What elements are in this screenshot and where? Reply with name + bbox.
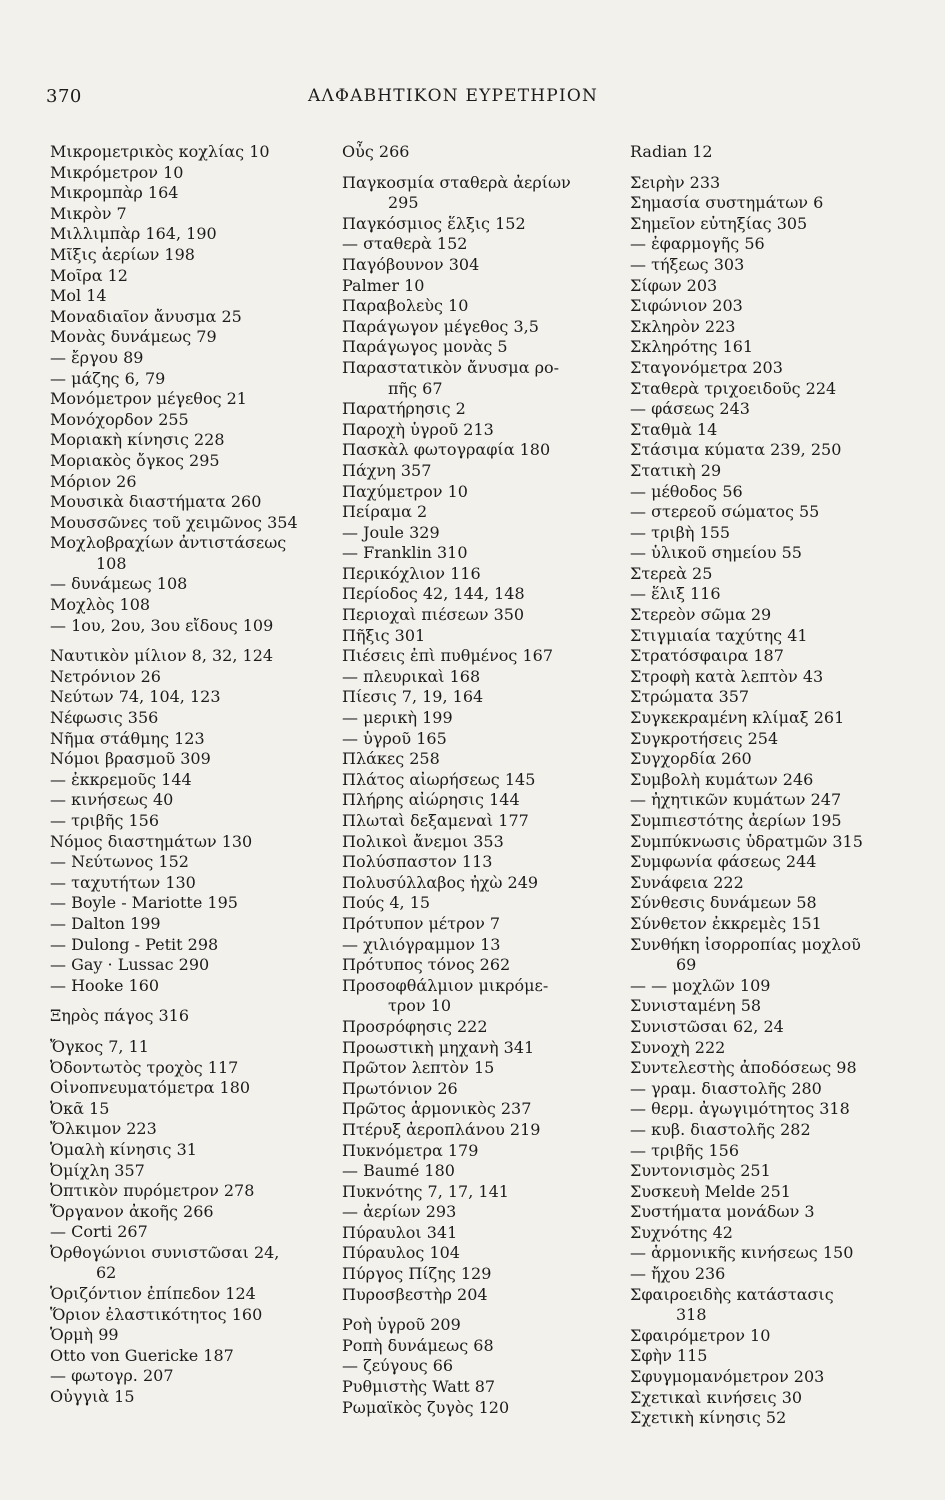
index-entry: Στατικὴ 29 <box>630 460 722 480</box>
index-entry: Πίεσις 7, 19, 164 <box>342 687 484 707</box>
index-entry: Μοριακὸς ὄγκος 295 <box>50 450 220 470</box>
index-entry: — Gay · Lussac 290 <box>50 955 210 975</box>
index-entry: Συγχορδία 260 <box>630 749 752 769</box>
index-entry: Μοναδιαῖον ἄνυσμα 25 <box>50 306 242 326</box>
index-entry: Μοῖρα 12 <box>50 265 128 285</box>
index-entry: Μιλλιμπὰρ 164, 190 <box>50 224 217 244</box>
index-entry: Σφὴν 115 <box>630 1346 708 1366</box>
index-entry: — Baumé 180 <box>342 1161 455 1181</box>
index-entry: — 1ου, 2ου, 3ου εἴδους 109 <box>50 615 274 635</box>
index-entry: Νετρόνιον 26 <box>50 666 161 686</box>
index-entry: Παγόβουνον 304 <box>342 254 480 274</box>
page-header <box>46 86 626 116</box>
index-entry: Ὀμίχλη 357 <box>50 1160 145 1180</box>
index-entry: Προσρόφησις 222 <box>342 1016 488 1036</box>
index-entry: Πῆξις 301 <box>342 625 426 645</box>
index-entry: Σχετικὴ κίνησις 52 <box>630 1408 787 1428</box>
index-entry: Μικρὸν 7 <box>50 203 127 223</box>
index-entry: Πτέρυξ ἀεροπλάνου 219 <box>342 1119 541 1139</box>
index-entry: — τριβὴ 155 <box>630 522 731 542</box>
index-entry: Οὖς 266 <box>342 142 410 161</box>
index-entry: Μικρομπὰρ 164 <box>50 183 179 203</box>
index-entry: Νεύτων 74, 104, 123 <box>50 687 221 707</box>
index-entry: Νῆμα στάθμης 123 <box>50 728 205 748</box>
index-entry: Μονόχορδον 255 <box>50 409 189 429</box>
index-entry-continuation: 69 <box>676 955 697 975</box>
index-entry-continuation: 108 <box>96 553 127 573</box>
index-entry: — ἐκκρεμοῦς 144 <box>50 769 192 789</box>
index-entry: Νέφωσις 356 <box>50 708 159 728</box>
index-entry: Συνάφεια 222 <box>630 872 744 892</box>
index-entry: — σταθερὰ 152 <box>342 234 468 254</box>
index-entry: Παράγωγον μέγεθος 3,5 <box>342 316 539 336</box>
index-entry: — — μοχλῶν 109 <box>630 975 771 995</box>
index-entry: Σημεῖον εὐτηξίας 305 <box>630 213 808 233</box>
index-entry: Μῖξις ἀερίων 198 <box>50 244 195 264</box>
index-entry: Μικρόμετρον 10 <box>50 162 184 182</box>
index-entry: Σταγονόμετρα 203 <box>630 357 783 377</box>
index-entry: Σταθερὰ τριχοειδοῦς 224 <box>630 378 837 398</box>
index-entry: — χιλιόγραμμον 13 <box>342 934 501 954</box>
index-entry-continuation: 62 <box>96 1263 117 1283</box>
index-entry: Πρῶτος ἁρμονικὸς 237 <box>342 1099 532 1119</box>
index-entry: — Corti 267 <box>50 1222 148 1242</box>
index-entry: Σκληρὸν 223 <box>630 316 736 336</box>
index-column-2 <box>342 142 612 1418</box>
index-entry: Ροὴ ὑγροῦ 209 <box>342 1315 461 1335</box>
index-entry: Παραβολεὺς 10 <box>342 296 469 316</box>
index-entry: Περίοδος 42, 144, 148 <box>342 584 525 604</box>
index-entry: — Joule 329 <box>342 522 440 542</box>
index-entry: — μάζης 6, 79 <box>50 368 166 388</box>
index-entry: — γραμ. διαστολῆς 280 <box>630 1078 822 1098</box>
index-entry: Μόριον 26 <box>50 471 137 491</box>
index-entry: Παγκόσμιος ἕλξις 152 <box>342 213 526 233</box>
index-entry: Ρυθμιστὴς Watt 87 <box>342 1377 496 1397</box>
index-entry: Συστήματα μονάδων 3 <box>630 1202 815 1222</box>
index-entry: Ρωμαϊκὸς ζυγὸς 120 <box>342 1397 510 1417</box>
index-entry: Παχύμετρον 10 <box>342 481 468 501</box>
index-entry: Στερεὸν σῶμα 29 <box>630 605 772 625</box>
index-entry: — τριβῆς 156 <box>50 811 160 830</box>
index-column-1 <box>50 142 315 1408</box>
index-entry: Στροφὴ κατὰ λεπτὸν 43 <box>630 666 824 686</box>
index-entry: Συμπιεστότης ἀερίων 195 <box>630 811 842 830</box>
index-entry: — κυβ. διαστολῆς 282 <box>630 1119 811 1139</box>
index-entry: Πρότυπος τόνος 262 <box>342 955 511 975</box>
index-entry: Palmer 10 <box>342 275 425 295</box>
index-entry: Σίφων 203 <box>630 275 718 295</box>
index-entry: Πλωταὶ δεξαμεναὶ 177 <box>342 811 529 830</box>
index-entry: Νόμος διαστημάτων 130 <box>50 831 253 851</box>
index-entry: Ὅριον ἐλαστικότητος 160 <box>50 1304 263 1324</box>
index-entry: Προωστικὴ μηχανὴ 341 <box>342 1037 535 1057</box>
index-entry: — ἤχου 236 <box>630 1264 726 1284</box>
index-entry: Ὀρθογώνιοι συνιστῶσαι 24, <box>50 1242 280 1262</box>
index-entry: — κινήσεως 40 <box>50 790 174 810</box>
index-entry: Στερεὰ 25 <box>630 563 713 583</box>
index-entry: — Dalton 199 <box>50 913 161 933</box>
index-entry: Στάσιμα κύματα 239, 250 <box>630 440 842 460</box>
index-entry: — θερμ. ἀγωγιμότητος 318 <box>630 1099 850 1119</box>
index-entry: Νόμοι βρασμοῦ 309 <box>50 749 211 769</box>
index-entry: Στιγμιαία ταχύτης 41 <box>630 625 808 645</box>
index-entry-continuation: 295 <box>388 193 419 213</box>
index-entry: Συμβολὴ κυμάτων 246 <box>630 769 814 789</box>
page-number: 370 <box>46 86 82 107</box>
index-entry: — δυνάμεως 108 <box>50 574 188 594</box>
index-entry: Σφαιροειδὴς κατάστασις <box>630 1284 834 1304</box>
index-entry: Συνθήκη ἰσορροπίας μοχλοῦ <box>630 934 861 954</box>
index-entry: Μονόμετρον μέγεθος 21 <box>50 389 247 409</box>
index-entry-continuation: τρον 10 <box>388 996 452 1016</box>
index-entry: — στερεοῦ σώματος 55 <box>630 502 820 522</box>
index-entry: Πείραμα 2 <box>342 502 428 522</box>
index-entry: Προσοφθάλμιον μικρόμε- <box>342 975 549 995</box>
index-entry: Πλάκες 258 <box>342 749 440 769</box>
index-entry: Μοχλοβραχίων ἀντιστάσεως <box>50 533 287 553</box>
index-entry: Πολικοὶ ἄνεμοι 353 <box>342 831 504 851</box>
index-entry: Συντονισμὸς 251 <box>630 1161 771 1181</box>
index-entry: Πολύσπαστον 113 <box>342 852 493 872</box>
index-entry: Ὀπτικὸν πυρόμετρον 278 <box>50 1181 255 1201</box>
index-entry: — Νεύτωνος 152 <box>50 852 189 872</box>
index-entry: — ταχυτήτων 130 <box>50 872 196 892</box>
index-entry: Ξηρὸς πάγος 316 <box>50 1006 190 1026</box>
index-entry: Mol 14 <box>50 286 107 306</box>
index-entry: Συντελεστὴς ἀποδόσεως 98 <box>630 1058 857 1078</box>
index-entry: Πυροσβεστὴρ 204 <box>342 1284 488 1304</box>
index-entry: Σφυγμομανόμετρον 203 <box>630 1367 825 1387</box>
index-entry: Ὁμαλὴ κίνησις 31 <box>50 1139 197 1159</box>
index-entry: Σύνθετον ἐκκρεμὲς 151 <box>630 913 822 933</box>
index-entry: Παραστατικὸν ἄνυσμα ρο- <box>342 357 560 377</box>
index-entry: — ἐφαρμογῆς 56 <box>630 234 765 254</box>
index-entry: Στρώματα 357 <box>630 687 750 707</box>
index-entry: Σημασία συστημάτων 6 <box>630 193 824 213</box>
index-entry: Οὐγγιὰ 15 <box>50 1387 135 1407</box>
index-entry: Συσκευὴ Melde 251 <box>630 1181 791 1201</box>
index-entry: — Dulong - Petit 298 <box>50 934 219 954</box>
index-entry: Πρωτόνιον 26 <box>342 1078 458 1098</box>
index-entry: Συγκροτήσεις 254 <box>630 728 779 748</box>
index-entry-continuation: 318 <box>676 1305 707 1325</box>
index-entry: Παροχὴ ὑγροῦ 213 <box>342 419 494 439</box>
index-entry: Πλήρης αἰώρησις 144 <box>342 790 520 810</box>
index-entry: Στρατόσφαιρα 187 <box>630 646 784 666</box>
index-entry: Ναυτικὸν μίλιον 8, 32, 124 <box>50 646 274 666</box>
index-entry: — πλευρικαὶ 168 <box>342 666 481 686</box>
index-entry: Ὁριζόντιον ἐπίπεδον 124 <box>50 1284 256 1304</box>
index-entry: Μονὰς δυνάμεως 79 <box>50 327 217 347</box>
index-entry: Ὀκᾶ 15 <box>50 1098 110 1118</box>
index-entry: Πούς 4, 15 <box>342 893 431 913</box>
index-entry: Μουσικὰ διαστήματα 260 <box>50 492 262 512</box>
index-entry: Σειρὴν 233 <box>630 172 721 192</box>
index-entry: Πολυσύλλαβος ἠχὼ 249 <box>342 872 539 892</box>
index-entry: — μερικὴ 199 <box>342 708 453 728</box>
index-entry: — ἁρμονικῆς κινήσεως 150 <box>630 1243 854 1263</box>
index-entry: Παράγωγος μονὰς 5 <box>342 337 508 357</box>
index-entry: Πυκνόμετρα 179 <box>342 1140 479 1160</box>
index-entry: Σύνθεσις δυνάμεων 58 <box>630 893 817 913</box>
index-entry: — ἠχητικῶν κυμάτων 247 <box>630 790 842 810</box>
index-entry: Otto von Guericke 187 <box>50 1345 234 1365</box>
index-entry: Πρότυπον μέτρον 7 <box>342 913 501 933</box>
index-entry: Πρῶτον λεπτὸν 15 <box>342 1058 495 1078</box>
index-entry: — ὑλικοῦ σημείου 55 <box>630 543 802 563</box>
index-entry: Μοριακὴ κίνησις 228 <box>50 430 225 450</box>
index-entry: Σφαιρόμετρον 10 <box>630 1325 771 1345</box>
index-entry: Ὀδοντωτὸς τροχὸς 117 <box>50 1057 239 1077</box>
index-entry: Radian 12 <box>630 142 713 161</box>
index-entry: Σιφώνιον 203 <box>630 296 743 316</box>
index-entry: Μικρομετρικὸς κοχλίας 10 <box>50 142 270 161</box>
index-entry: Παρατήρησις 2 <box>342 399 466 419</box>
index-entry: Ὁρμὴ 99 <box>50 1325 119 1345</box>
index-entry: Πύργος Πίζης 129 <box>342 1264 492 1284</box>
index-entry: Πιέσεις ἐπὶ πυθμένος 167 <box>342 646 554 666</box>
index-column-3 <box>630 142 920 1429</box>
index-entry: — Boyle - Mariotte 195 <box>50 893 238 913</box>
index-entry: Πύραυλοι 341 <box>342 1222 458 1242</box>
index-entry: — ὑγροῦ 165 <box>342 728 447 748</box>
index-entry: Πύραυλος 104 <box>342 1243 460 1263</box>
running-title: ΑΛΦΑΒΗΤΙΚΟΝ ΕΥΡΕΤΗΡΙΟΝ <box>308 86 599 106</box>
index-entry: Συχνότης 42 <box>630 1222 733 1242</box>
index-entry: Πυκνότης 7, 17, 141 <box>342 1181 509 1201</box>
index-entry: Οἰνοπνευματόμετρα 180 <box>50 1078 251 1098</box>
index-entry: Ὄγκος 7, 11 <box>50 1036 149 1056</box>
index-entry: — ζεύγους 66 <box>342 1356 454 1376</box>
index-entry: Συμπύκνωσις ὑδρατμῶν 315 <box>630 831 863 851</box>
index-entry: Ὄλκιμον 223 <box>50 1119 157 1139</box>
index-entry: — τήξεως 303 <box>630 254 745 274</box>
index-entry: Σκληρότης 161 <box>630 337 754 357</box>
index-entry: Σταθμὰ 14 <box>630 419 718 439</box>
index-entry: Σχετικαὶ κινήσεις 30 <box>630 1387 803 1407</box>
index-entry: Συγκεκραμένη κλίμαξ 261 <box>630 708 845 728</box>
index-entry: Περικόχλιον 116 <box>342 563 481 583</box>
index-entry: Συνισταμένη 58 <box>630 996 762 1016</box>
index-entry: — Franklin 310 <box>342 543 468 563</box>
index-entry: Μουσσῶνες τοῦ χειμῶνος 354 <box>50 512 298 532</box>
index-entry: Συνοχὴ 222 <box>630 1037 726 1057</box>
index-entry: Πάχνη 357 <box>342 460 432 480</box>
index-entry: — φάσεως 243 <box>630 399 750 419</box>
index-entry: Ὄργανον ἀκοῆς 266 <box>50 1201 214 1221</box>
index-entry: — ἔργου 89 <box>50 347 144 367</box>
index-entry: Ροπὴ δυνάμεως 68 <box>342 1335 494 1355</box>
index-entry: Πλάτος αἰωρήσεως 145 <box>342 769 536 789</box>
index-entry: — ἀερίων 293 <box>342 1202 457 1222</box>
index-entry: Παγκοσμία σταθερὰ ἀερίων <box>342 172 571 192</box>
index-entry: Μοχλὸς 108 <box>50 595 151 615</box>
index-entry: Συμφωνία φάσεως 244 <box>630 852 817 872</box>
index-entry: Πασκὰλ φωτογραφία 180 <box>342 440 551 460</box>
index-entry: — μέθοδος 56 <box>630 481 743 501</box>
index-entry-continuation: πῆς 67 <box>388 378 443 398</box>
index-entry: — τριβῆς 156 <box>630 1140 740 1160</box>
index-entry: Συνιστῶσαι 62, 24 <box>630 1016 784 1036</box>
index-entry: — Hooke 160 <box>50 975 160 995</box>
index-entry: — φωτογρ. 207 <box>50 1366 174 1386</box>
index-entry: — ἕλιξ 116 <box>630 584 721 604</box>
index-entry: Περιοχαὶ πιέσεων 350 <box>342 605 525 625</box>
